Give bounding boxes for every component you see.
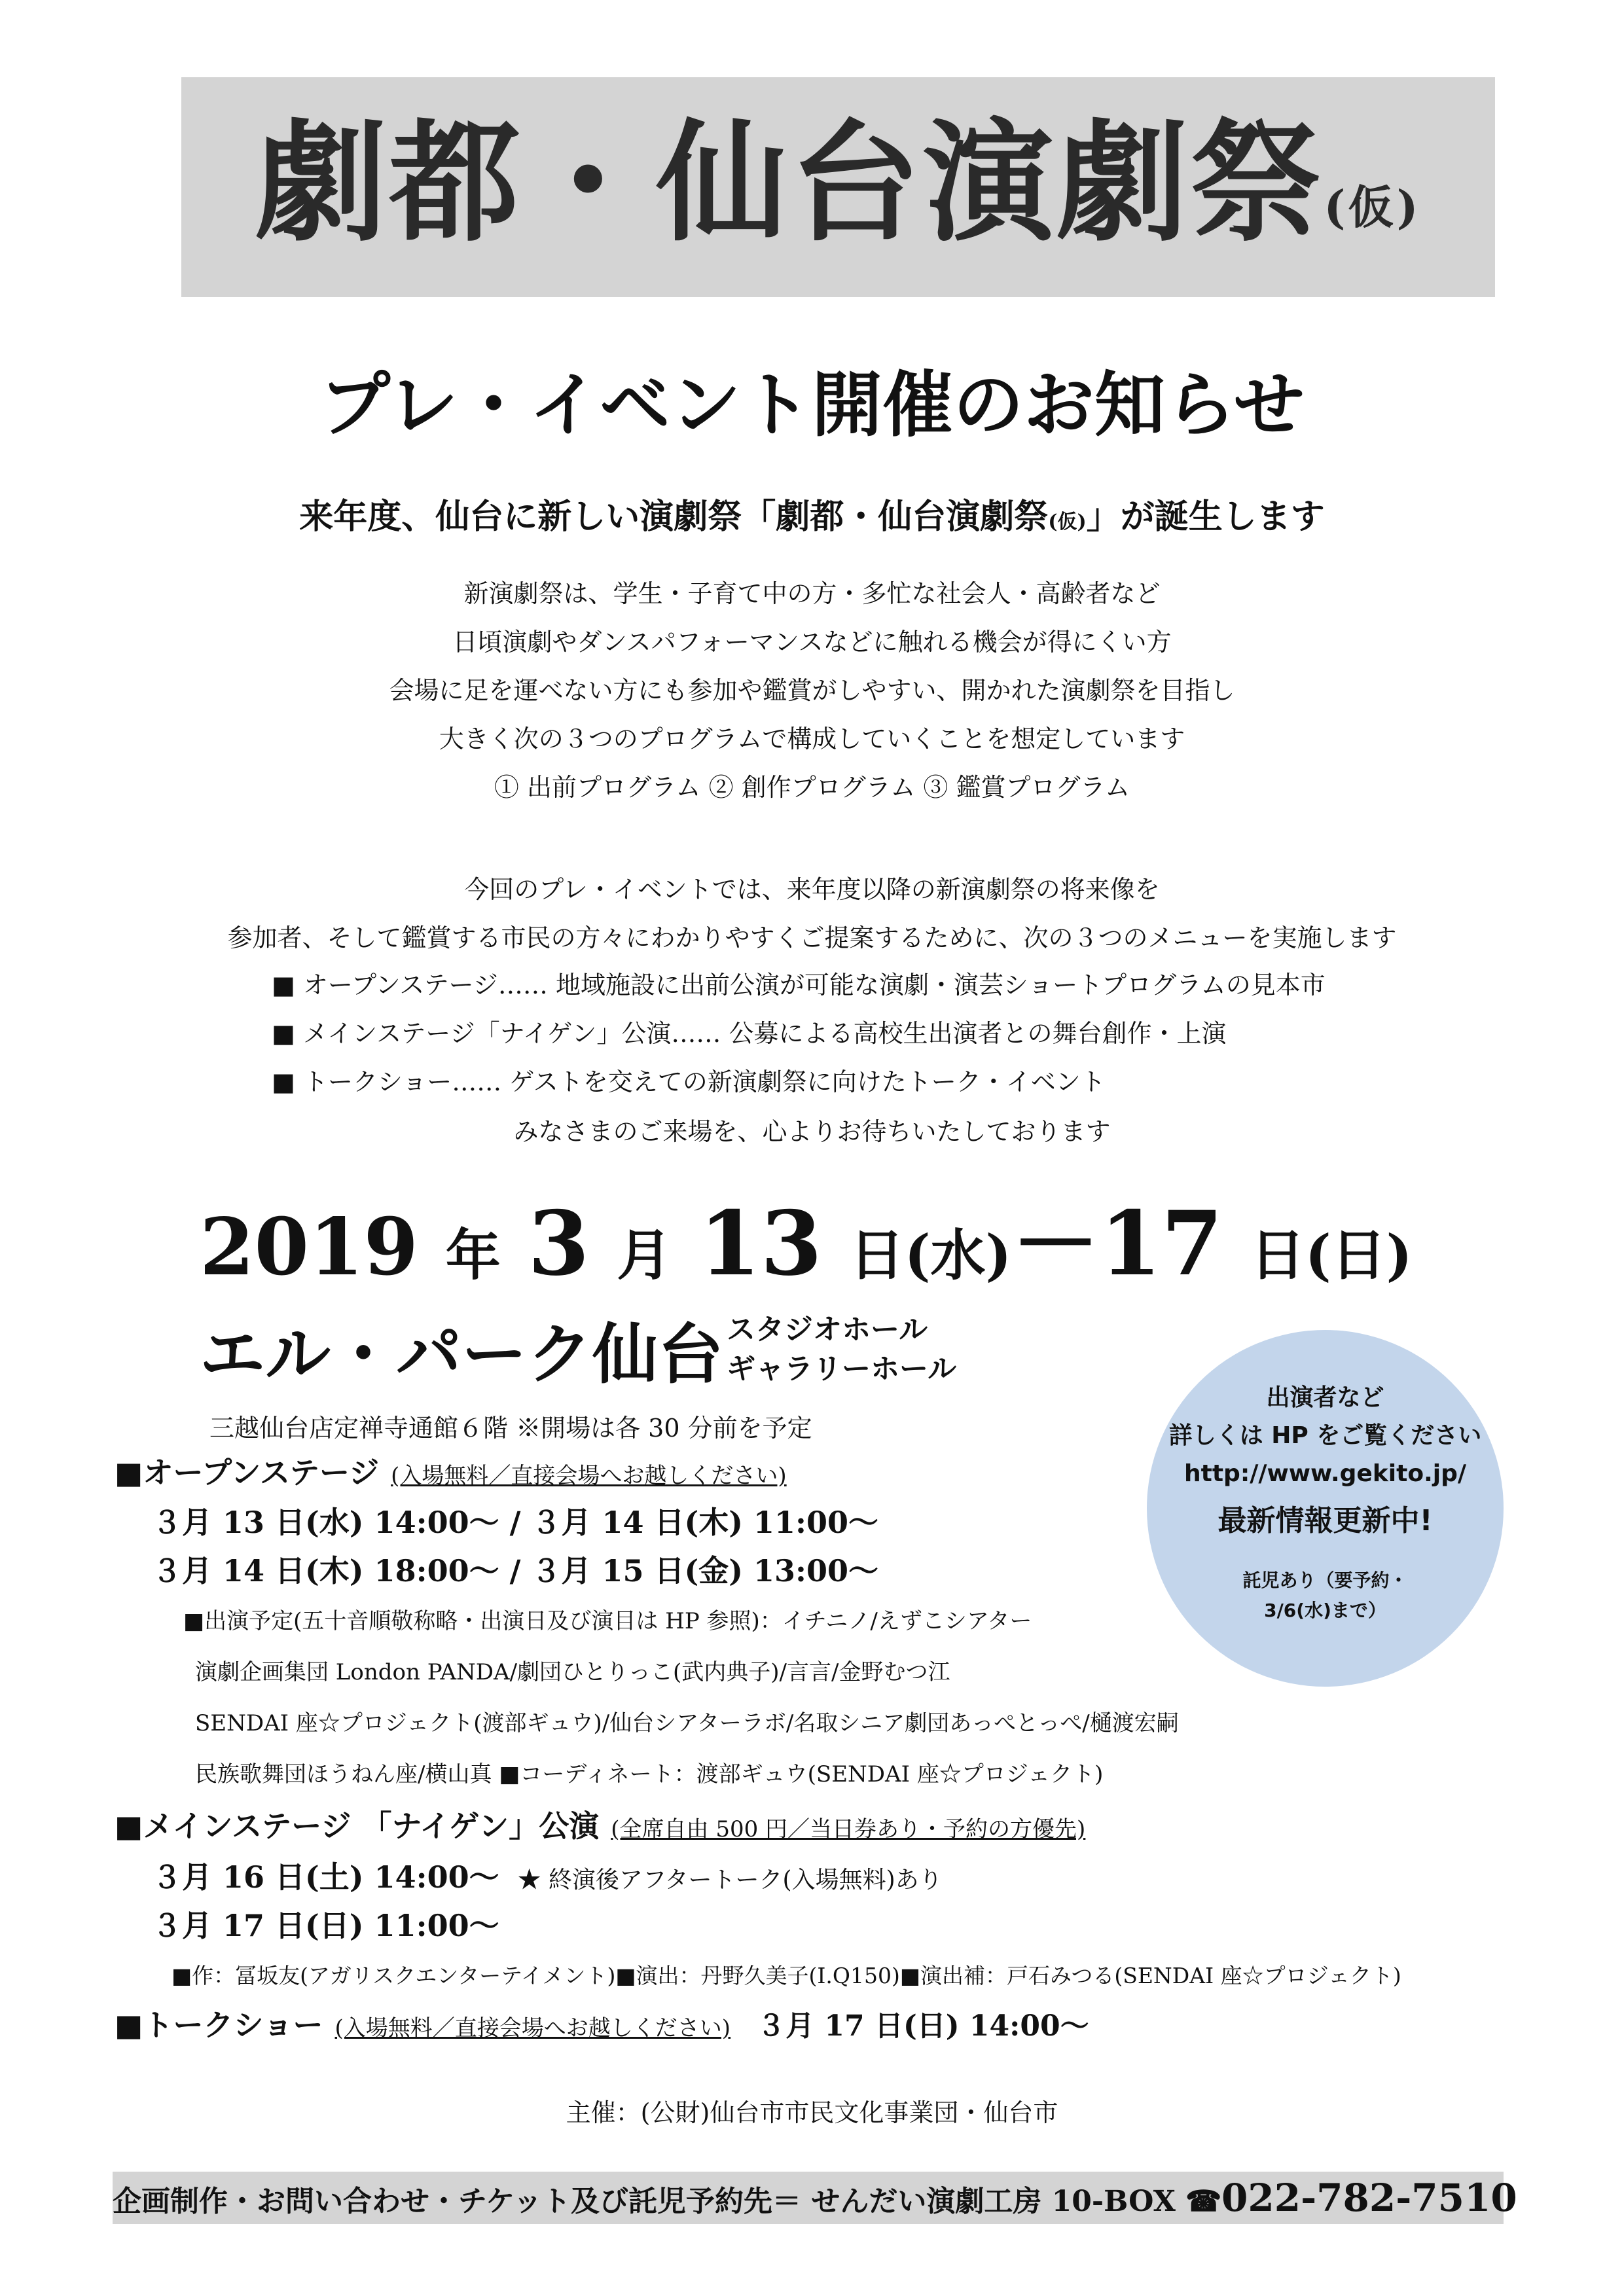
menu-list bbox=[272, 961, 1326, 1106]
phone-icon: ☎ bbox=[1185, 2185, 1221, 2218]
pre-event-line: 参加者、そして鑑賞する市民の方々にわかりやすくご提案するために、次の３つのメニューを実施します bbox=[227, 924, 1397, 952]
intro-line: 新演劇祭は、学生・子育て中の方・多忙な社会人・高齢者など bbox=[463, 579, 1161, 608]
info-line: 託児あり（要予約・ bbox=[1242, 1570, 1408, 1591]
talk-show-time: ３月 17 日(日) 14:00～ bbox=[757, 2009, 1089, 2043]
info-circle-top bbox=[1147, 1379, 1504, 1493]
performer-line: SENDAI 座☆プロジェクト(渡部ギュウ)/仙台シアターラボ/名取シニア劇団あっぺとっぺ/樋渡宏嗣 bbox=[195, 1710, 1179, 1736]
event-title-suffix: (仮) bbox=[1324, 180, 1421, 234]
lead-after: 」が誕生します bbox=[1086, 497, 1325, 537]
venue-address: 三越仙台店定禅寺通館６階 ※開場は各 30 分前を予定 bbox=[209, 1414, 812, 1443]
contact-footer bbox=[113, 2172, 1517, 2228]
open-stage-heading bbox=[115, 1452, 787, 1497]
main-stage-heading bbox=[115, 1805, 1085, 1850]
venue-name: エル・パーク仙台 bbox=[200, 1316, 723, 1393]
update-notice: 最新情報更新中! bbox=[1218, 1504, 1433, 1537]
welcome-message: みなさまのご来場を、心よりお待ちいたしております bbox=[513, 1117, 1111, 1146]
date-month-unit: 月 bbox=[617, 1223, 672, 1287]
info-line: 3/6(水)まで） bbox=[1264, 1600, 1386, 1621]
info-line: 出演者など bbox=[1266, 1384, 1384, 1411]
menu-item: ■ オープンステージ…… 地域施設に出前公演が可能な演劇・演芸ショートプログラムの見本市 bbox=[272, 971, 1326, 999]
hall-name: ギャラリーホール bbox=[727, 1352, 957, 1386]
performer-line: 民族歌舞団ほうねん座/横山真 ■コーディネート：渡部ギュウ(SENDAI 座☆プロジェクト) bbox=[195, 1761, 1104, 1787]
open-stage-time: ３月 13 日(水) 14:00～ / ３月 14 日(木) 11:00～ bbox=[152, 1505, 879, 1540]
menu-item: ■ トークショー…… ゲストを交えての新演劇祭に向けたトーク・イベント bbox=[272, 1067, 1106, 1096]
date-start-unit: 日(水) bbox=[849, 1223, 1012, 1287]
lead-before: 来年度、仙台に新しい演劇祭「劇都・仙台演劇祭 bbox=[299, 497, 1049, 537]
website-link[interactable]: http://www.gekito.jp/ bbox=[1184, 1460, 1466, 1487]
info-line: 詳しくは HP をご覧ください bbox=[1168, 1422, 1482, 1449]
main-stage-time bbox=[152, 1855, 943, 1903]
date-year-unit: 年 bbox=[445, 1223, 501, 1287]
lead-line bbox=[0, 494, 1624, 545]
intro-paragraph bbox=[0, 569, 1624, 812]
phone-number[interactable]: 022-782-7510 bbox=[1221, 2176, 1517, 2220]
intro-line: 日頃演劇やダンスパフォーマンスなどに触れる機会が得にくい方 bbox=[452, 628, 1172, 656]
intro-line: ① 出前プログラム ② 創作プログラム ③ 鑑賞プログラム bbox=[494, 773, 1130, 802]
event-title bbox=[181, 98, 1495, 293]
subtitle: プレ・イベント開催のお知らせ bbox=[319, 365, 1305, 446]
lead-small: (仮) bbox=[1048, 511, 1087, 533]
section-title: ■メインステージ 「ナイゲン」公演 bbox=[115, 1808, 600, 1844]
info-circle bbox=[1147, 1330, 1504, 1687]
contact-text: 企画制作・お問い合わせ・チケット及び託児予約先＝ せんだい演劇工房 10-BOX bbox=[113, 2185, 1186, 2218]
credits-line: ■作：冨坂友(アガリスクエンターテイメント)■演出：丹野久美子(I.Q150)■演出補：戸石みつる(SENDAI 座☆プロジェクト) bbox=[171, 1963, 1401, 1988]
intro-line: 大きく次の３つのプログラムで構成していくことを想定しています bbox=[439, 725, 1185, 753]
section-note: (入場無料／直接会場へお越しください) bbox=[391, 1463, 787, 1489]
open-stage-time: ３月 14 日(木) 18:00～ / ３月 15 日(金) 13:00～ bbox=[152, 1553, 879, 1588]
childcare-note bbox=[1147, 1566, 1504, 1626]
section-title: ■オープンステージ bbox=[115, 1455, 380, 1490]
event-date bbox=[200, 1191, 1413, 1304]
organizer: 主催：(公財)仙台市市民文化事業団・仙台市 bbox=[566, 2098, 1058, 2127]
section-note: (全席自由 500 円／当日券あり・予約の方優先) bbox=[611, 1816, 1086, 1842]
talk-show-heading bbox=[115, 2004, 1089, 2049]
venue-halls bbox=[727, 1310, 956, 1389]
date-end-unit: 日(日) bbox=[1250, 1223, 1413, 1287]
pre-event-line: 今回のプレ・イベントでは、来年度以降の新演劇祭の将来像を bbox=[464, 875, 1160, 904]
pre-event-paragraph bbox=[0, 865, 1624, 962]
date-dash: － bbox=[1011, 1191, 1100, 1295]
performer-line: ■出演予定(五十音順敬称略・出演日及び演目は HP 参照)：イチニノ/えずこシアター bbox=[183, 1608, 1032, 1634]
event-title-main: 劇都・仙台演劇祭 bbox=[255, 106, 1324, 260]
main-stage-time: ３月 17 日(日) 11:00～ bbox=[152, 1908, 499, 1943]
section-title: ■トークショー bbox=[115, 2007, 323, 2043]
date-month: 3 bbox=[528, 1191, 590, 1295]
performance-time: ３月 16 日(土) 14:00～ bbox=[152, 1859, 499, 1895]
menu-item: ■ メインステージ「ナイゲン」公演…… 公募による高校生出演者との舞台創作・上演 bbox=[272, 1019, 1227, 1048]
hall-name: スタジオホール bbox=[727, 1313, 928, 1346]
performer-line: 演劇企画集団 London PANDA/劇団ひとりっこ(武内典子)/言言/金野むつ江 bbox=[195, 1659, 950, 1685]
after-talk-note: ★ 終演後アフタートーク(入場無料)あり bbox=[517, 1867, 943, 1893]
intro-line: 会場に足を運べない方にも参加や鑑賞がしやすい、開かれた演劇祭を目指し bbox=[389, 676, 1235, 705]
section-note: (入場無料／直接会場へお越しください) bbox=[334, 2015, 731, 2041]
date-start-day: 13 bbox=[699, 1191, 822, 1295]
date-year: 2019 bbox=[200, 1201, 418, 1293]
date-end-day: 17 bbox=[1100, 1191, 1223, 1295]
